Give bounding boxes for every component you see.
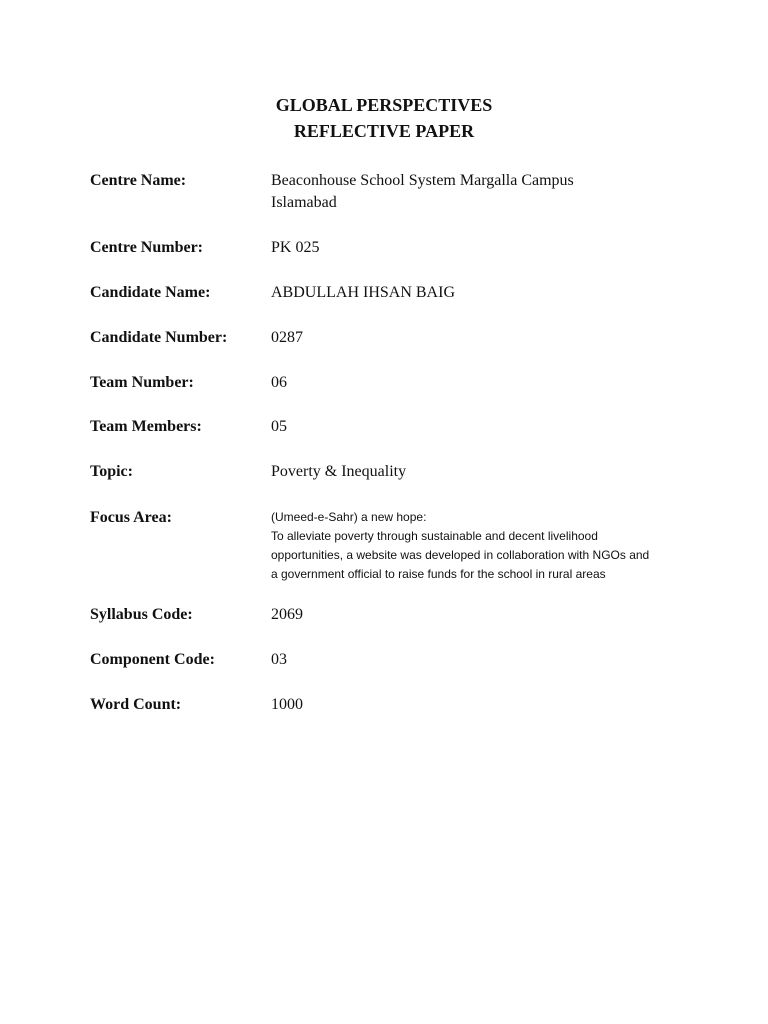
component-code-value: 03 — [271, 651, 287, 668]
focus-area-line: (Umeed-e-Sahr) a new hope: — [271, 510, 427, 524]
team-number-label: Team Number: — [90, 374, 194, 391]
candidate-number-label: Candidate Number: — [90, 329, 228, 346]
team-number-value: 06 — [271, 374, 287, 391]
syllabus-code-label: Syllabus Code: — [90, 606, 193, 623]
document-title-line2: REFLECTIVE PAPER — [293, 121, 475, 141]
candidate-number-value: 0287 — [271, 329, 303, 346]
team-members-value: 05 — [271, 418, 287, 435]
centre-name-label: Centre Name: — [90, 172, 187, 189]
component-code-label: Component Code: — [90, 651, 215, 668]
word-count-value: 1000 — [271, 696, 303, 713]
focus-area-label: Focus Area: — [90, 509, 172, 526]
focus-area-value — [271, 508, 691, 584]
focus-area-line: opportunities, a website was developed in collaboration with NGOs and — [271, 548, 650, 562]
centre-name-value — [271, 170, 691, 214]
syllabus-code-value: 2069 — [271, 606, 303, 623]
focus-area-line: To alleviate poverty through sustainable and decent livelihood — [271, 529, 598, 543]
topic-label: Topic: — [90, 463, 133, 480]
candidate-name-label: Candidate Name: — [90, 284, 211, 301]
focus-area-line: a government official to raise funds for the school in rural areas — [271, 567, 606, 581]
candidate-name-value: ABDULLAH IHSAN BAIG — [271, 284, 455, 301]
centre-name-value-line2: Islamabad — [271, 194, 337, 211]
team-members-label: Team Members: — [90, 418, 202, 435]
word-count-label: Word Count: — [90, 696, 182, 713]
topic-value: Poverty & Inequality — [271, 463, 407, 480]
centre-name-value-line1: Beaconhouse School System Margalla Campus — [271, 172, 574, 189]
document-title-line1: GLOBAL PERSPECTIVES — [275, 95, 493, 115]
centre-number-value: PK 025 — [271, 239, 320, 256]
centre-number-label: Centre Number: — [90, 239, 204, 256]
